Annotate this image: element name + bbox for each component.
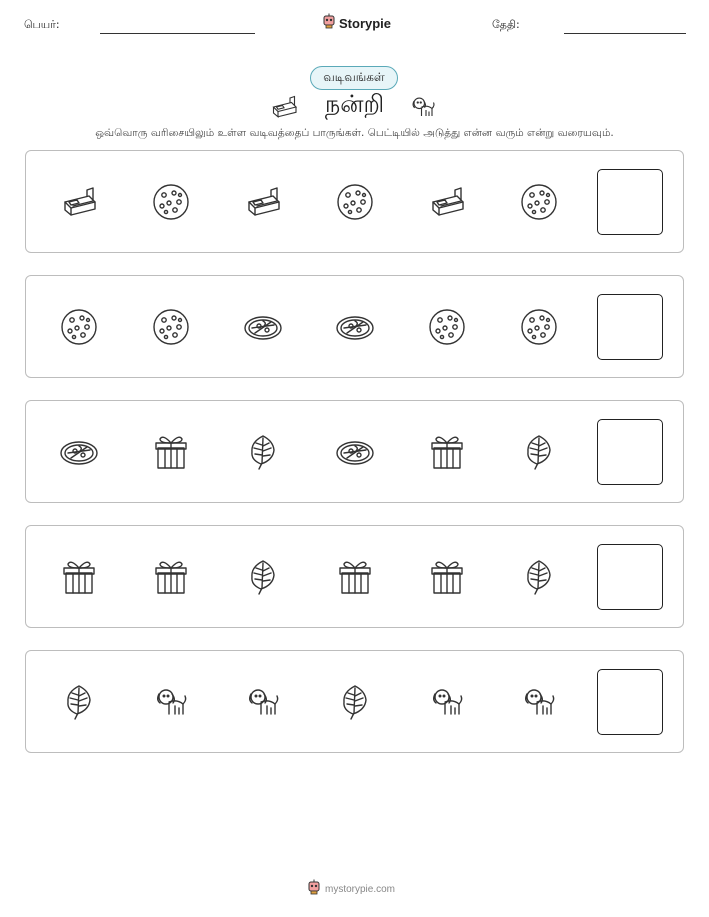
title-row (0, 90, 709, 124)
pattern-row (25, 400, 684, 503)
gift-icon (59, 557, 99, 597)
cookie-icon (151, 182, 191, 222)
footer-url[interactable]: mystorypie.com (325, 883, 396, 895)
pizza-icon (243, 307, 283, 347)
pizza-icon (335, 307, 375, 347)
brand-name: Storypie (339, 15, 392, 31)
name-label: பெயர்: (24, 18, 60, 31)
cookie-icon (519, 182, 559, 222)
dog-icon (519, 682, 559, 722)
gift-icon (151, 432, 191, 472)
category-badge: வடிவங்கள் (310, 66, 398, 90)
pattern-row (25, 275, 684, 378)
name-line[interactable] (100, 33, 255, 34)
bed-icon (427, 182, 467, 222)
pizza-icon (59, 432, 99, 472)
cookie-icon (59, 307, 99, 347)
dog-icon (151, 682, 191, 722)
brand (322, 13, 391, 33)
cookie-icon (151, 307, 191, 347)
dog-icon (407, 92, 439, 126)
robot-logo-icon (322, 13, 336, 33)
leaf-icon (59, 682, 99, 722)
gift-icon (427, 432, 467, 472)
robot-logo-icon (307, 879, 321, 899)
dog-icon (427, 682, 467, 722)
dog-icon (243, 682, 283, 722)
page-title: நன்றி (324, 90, 385, 118)
pattern-row (25, 525, 684, 628)
cookie-icon (427, 307, 467, 347)
answer-box[interactable] (597, 294, 663, 360)
answer-box[interactable] (597, 669, 663, 735)
bed-icon (243, 182, 283, 222)
leaf-icon (243, 557, 283, 597)
gift-icon (335, 557, 375, 597)
answer-box[interactable] (597, 169, 663, 235)
leaf-icon (519, 557, 559, 597)
date-line[interactable] (564, 33, 686, 34)
pattern-row (25, 150, 684, 253)
date-label: தேதி: (492, 18, 520, 31)
answer-box[interactable] (597, 544, 663, 610)
gift-icon (427, 557, 467, 597)
cookie-icon (335, 182, 375, 222)
instruction-text: ஒவ்வொரு வரிசையிலும் உள்ள வடிவத்தைப் பாருங்கள். பெட்டியில் அடுத்து என்ன வரும் என்று வரையவும். (95, 127, 614, 139)
leaf-icon (519, 432, 559, 472)
leaf-icon (243, 432, 283, 472)
pattern-row (25, 650, 684, 753)
pizza-icon (335, 432, 375, 472)
answer-box[interactable] (597, 419, 663, 485)
worksheet-header (0, 0, 709, 40)
footer (0, 879, 709, 899)
gift-icon (151, 557, 191, 597)
leaf-icon (335, 682, 375, 722)
cookie-icon (519, 307, 559, 347)
bed-icon (59, 182, 99, 222)
